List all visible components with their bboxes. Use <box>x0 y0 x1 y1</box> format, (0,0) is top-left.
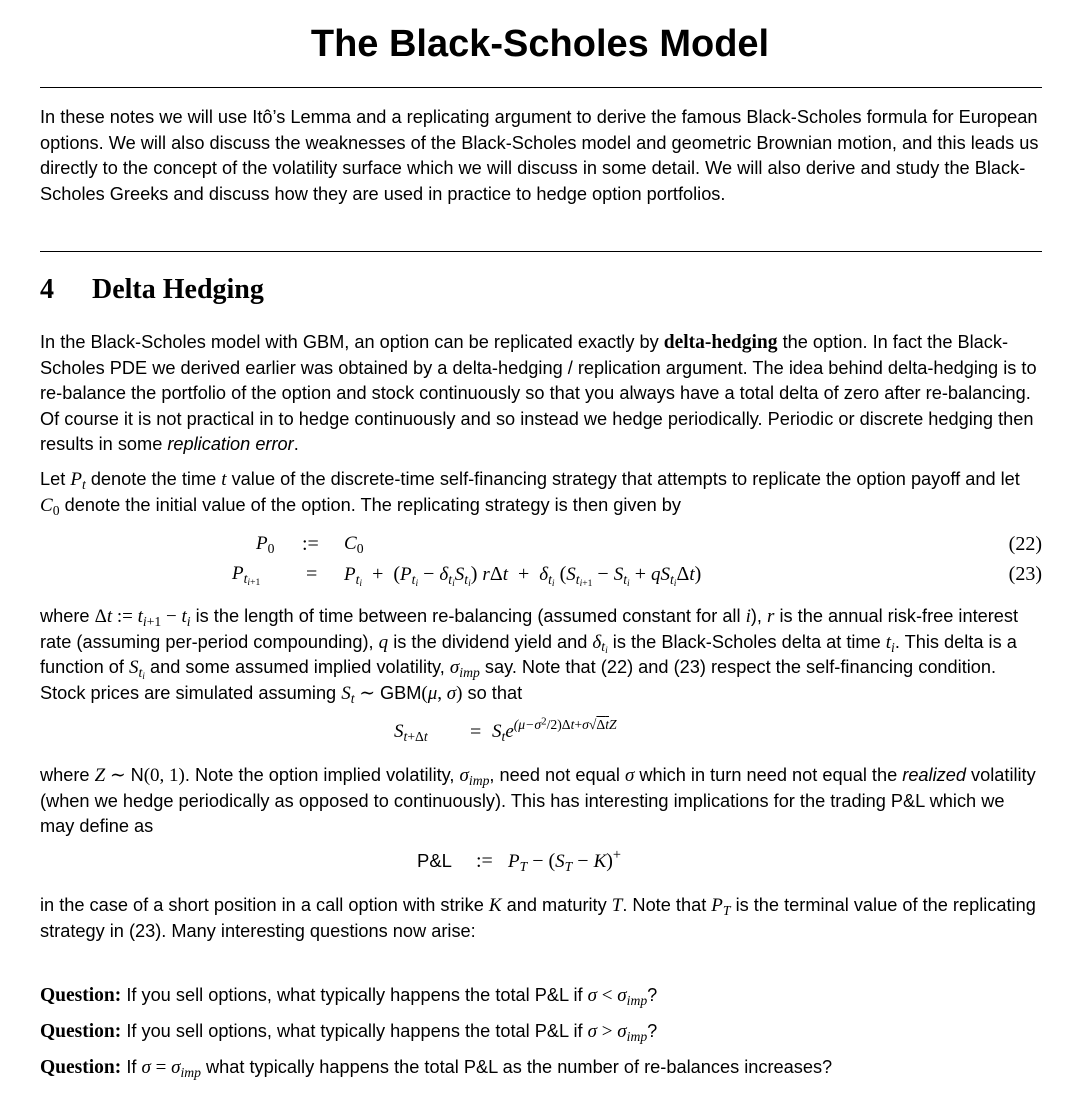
text-run: where <box>40 765 95 785</box>
text-run: what typically happens the total P&L as the number of re-balances increases? <box>200 1057 833 1077</box>
text-run: . This delta is a function of <box>40 631 1017 678</box>
section-title: Delta Hedging <box>92 274 264 305</box>
equation-number: (23) <box>1008 563 1042 585</box>
math-inline: t <box>221 469 227 490</box>
math-inline: i <box>745 606 751 627</box>
equation-23 <box>0 563 1080 593</box>
paragraph-implied-volatility <box>40 763 1042 840</box>
text-run: . Note the option implied volatility, <box>184 765 460 785</box>
text-run: Let <box>40 469 71 489</box>
text-run: If you sell options, what typically happens the total P&L if <box>121 985 588 1005</box>
abstract-paragraph: In these notes we will use Itô’s Lemma and a replicating argument to derive the famous Black-Scholes formula for European options. We will also discuss the weaknesses of the Black-Scholes model and geometric Brownian motion, and this leads us directly to the concept of the volatility surface which we will discuss in some detail. We will also derive and study the Black-Scholes Greeks and discuss how they are used in practice to hedge option portfolios. <box>40 107 1039 204</box>
equals-operator: = <box>306 563 318 585</box>
math-inline: $\sigma_{imp}$ <box>459 765 490 788</box>
page-title: The Black-Scholes Model <box>310 23 770 65</box>
abstract-divider <box>40 251 1042 252</box>
math-inline: q <box>378 631 389 653</box>
assign-operator: := <box>476 850 493 872</box>
text-run: and some assumed implied volatility, <box>144 657 450 678</box>
bold-term: delta-hedging <box>663 332 778 353</box>
math-inline: r <box>767 606 775 627</box>
text-run: is the length of time between re-balancing (assumed constant for all <box>190 606 746 626</box>
math-inline: $\sigma = \sigma_{imp}$ <box>141 1057 201 1080</box>
text-run: ? <box>647 985 658 1005</box>
text-run: and maturity <box>501 895 612 915</box>
question-label: Question: <box>40 1057 122 1078</box>
equation-lhs: $P_{ti+1}$ <box>232 563 261 588</box>
equation-gbm-step <box>0 716 1080 751</box>
math-inline: $\sigma > \sigma_{imp}$ <box>587 1021 648 1044</box>
text-run: is the dividend yield and <box>388 631 593 652</box>
italic-term: realized <box>902 765 966 785</box>
text-run: , need not equal <box>489 765 625 785</box>
math-inline: K <box>488 895 502 916</box>
text-run: If you sell options, what typically happens the total P&L if <box>121 1021 588 1041</box>
text-run: say. Note that (22) and (23) respect the self-financing condition. Stock prices are simulated assuming <box>40 657 997 703</box>
equation-number: (22) <box>1008 533 1042 555</box>
math-inline: $P_t$ <box>70 469 86 492</box>
equation-22 <box>0 533 1080 563</box>
math-inline: $\delta_{ti}$ <box>592 631 608 657</box>
equation-lhs: P&L <box>417 850 452 871</box>
paragraph-short-call <box>40 893 1042 944</box>
equation-pnl <box>0 847 1080 880</box>
equals-operator: = <box>470 721 482 743</box>
assign-operator: := <box>302 533 319 555</box>
math-inline: $S_t$ ∼ GBM(μ, σ) <box>341 682 463 706</box>
text-run: denote the initial value of the option. The replicating strategy is then given by <box>59 494 681 515</box>
text-run: . <box>293 434 299 455</box>
section-number: 4 <box>40 274 54 305</box>
question-2 <box>40 1019 1042 1044</box>
math-inline: σ <box>624 765 635 786</box>
equation-rhs: $P_T - (S_T - K)^+$ <box>508 847 622 874</box>
equation-rhs: $P_{ti} + (P_{ti} - \delta_{ti}S_{ti}) r\Delta t + \delta_{ti}$ $(S_{ti+1} - S_{ti} + qS_{ti}\Delta t)$ <box>344 563 702 589</box>
math-inline: $\sigma < \sigma_{imp}$ <box>587 985 648 1008</box>
text-run: the option. In fact the Black-Scholes PDE we derived earlier was obtained by a delta-hedging / replication argument. The idea behind delta-hedging is to re-balance the portfolio of the option and stock continuously so that you always have a total delta of zero after re-balancing. Of course it is not practical in to hedge continuously and so instead we hedge periodically. Periodic or discrete hedging then results in some <box>40 332 1037 455</box>
equation-rhs: $C_0$ <box>344 533 364 556</box>
text-run: ? <box>647 1021 658 1041</box>
math-inline: $t_i$ <box>885 631 895 655</box>
math-inline: T <box>611 895 623 916</box>
text-run: is the terminal value of the replicating strategy in (23). Many interesting questions now arise: <box>40 895 1036 941</box>
italic-term: replication error <box>167 434 294 455</box>
text-run: In the Black-Scholes model with GBM, an option can be replicated exactly by <box>40 332 664 352</box>
text-run: value of the discrete-time self-financing strategy that attempts to replicate the option payoff and let <box>226 469 1020 489</box>
section-heading <box>40 270 264 310</box>
paragraph-delta-hedging-intro <box>40 330 1042 458</box>
math-inline: $P_T$ <box>711 895 731 918</box>
paragraph-replicating-strategy <box>40 467 1042 518</box>
text-run: If <box>121 1057 142 1077</box>
question-label: Question: <box>40 985 122 1006</box>
text-run: ), <box>750 606 768 626</box>
text-run: which in turn need not equal the <box>634 765 903 785</box>
equation-lhs: $S_{t+\Delta t}$ <box>394 721 428 744</box>
math-inline: Z ∼ N(0, 1) <box>94 765 185 786</box>
question-1 <box>40 983 1042 1008</box>
math-inline: $\sigma_{imp}$ <box>449 657 480 681</box>
text-run: is the annual risk-free interest rate (assuming per-period compounding), <box>40 606 1019 652</box>
math-inline: $S_{ti}$ <box>128 657 145 683</box>
math-inline: Δt := $t_{i+1} - t_i$ <box>94 606 191 629</box>
equation-lhs: $P_0$ <box>256 533 275 556</box>
top-divider <box>40 87 1042 88</box>
paragraph-definitions <box>40 604 1042 706</box>
math-inline: $C_0$ <box>40 494 60 518</box>
text-run: denote the time <box>85 469 222 489</box>
question-3 <box>40 1055 1042 1080</box>
text-run: . Note that <box>622 895 712 915</box>
question-label: Question: <box>40 1021 122 1042</box>
text-run: where <box>40 606 95 626</box>
text-run: volatility (when we hedge periodically as opposed to continuously). This has interesting implications for the trading P&L which we may define as <box>40 765 1036 837</box>
text-run: so that <box>462 682 523 703</box>
text-run: is the Black-Scholes delta at time <box>607 631 886 652</box>
text-run: in the case of a short position in a call option with strike <box>40 895 489 915</box>
equation-rhs: $S_te^{(\mu-\sigma^2/2)\Delta t+\sigma√\Delta tZ}$ <box>492 716 617 744</box>
